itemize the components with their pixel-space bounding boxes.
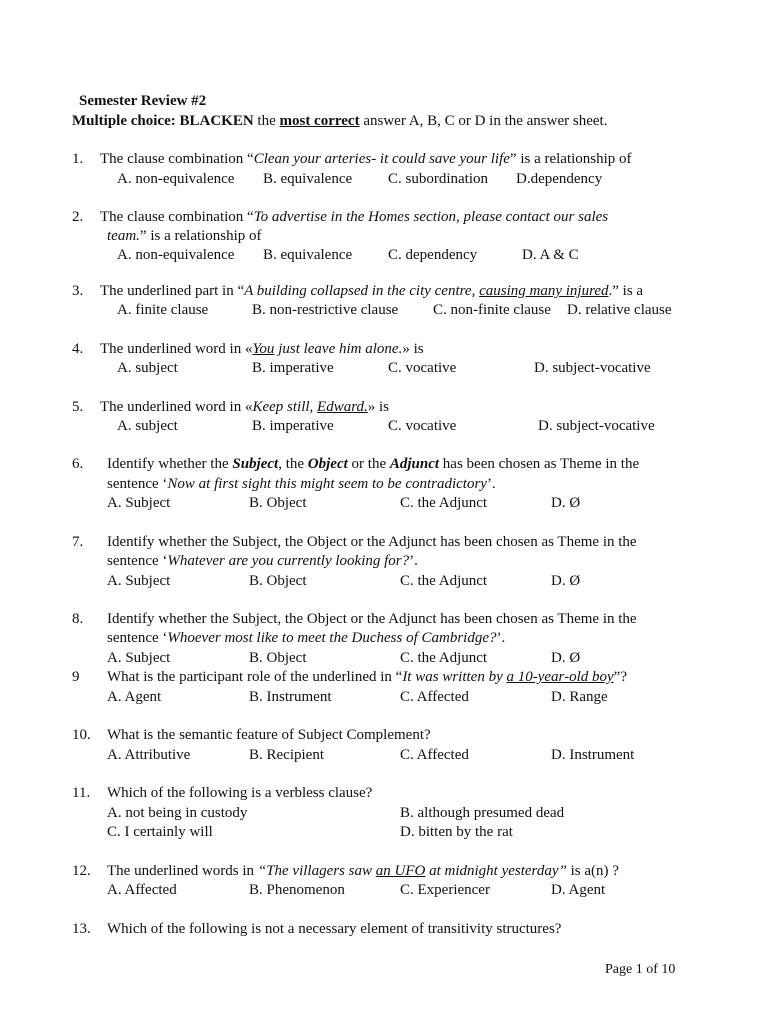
answer-option: C. vocative	[388, 418, 457, 434]
answer-option: A. finite clause	[117, 302, 209, 318]
question-text-part: » is	[367, 399, 390, 415]
answer-option: A. not being in custody	[107, 805, 248, 821]
answer-option: C. non-finite clause	[433, 302, 551, 318]
keyword-adjunct: Adjunct	[389, 456, 440, 472]
question-text-part: The clause combination “	[100, 151, 254, 167]
underlined-words: an UFO	[375, 863, 426, 879]
question-number: 10.	[72, 727, 91, 743]
question-quote: just leave him alone.	[274, 341, 403, 357]
question-text-continued	[107, 227, 262, 246]
question-quote: Keep still,	[252, 399, 318, 415]
underlined-word: You	[252, 341, 275, 357]
answer-option: C. Affected	[400, 689, 469, 705]
answer-option: A. non-equivalence	[117, 171, 235, 187]
question-quote: Clean your arteries- it could save your life	[253, 151, 510, 167]
answer-option: A. Subject	[107, 573, 171, 589]
answer-option: C. the Adjunct	[400, 650, 488, 666]
instructions-the: the	[253, 113, 280, 129]
question-text-part: sentence ‘	[107, 630, 168, 646]
question-text-part: ’.	[486, 476, 496, 492]
answer-option: D. Instrument	[551, 747, 635, 763]
instructions-rest: answer A, B, C or D in the answer sheet.	[359, 113, 608, 129]
underlined-part: a 10-year-old boy	[506, 669, 614, 685]
answer-option: D.dependency	[516, 171, 603, 187]
question-quote: at midnight yesterday”	[425, 863, 567, 879]
answer-option: D. A & C	[522, 247, 579, 263]
answer-option: C. dependency	[388, 247, 478, 263]
answer-option: A. Attributive	[107, 747, 191, 763]
question-text-part: ” is a relationship of	[509, 151, 632, 167]
answer-option: B. equivalence	[263, 247, 353, 263]
question-text: Which of the following is not a necessary element of transitivity structures?	[107, 921, 562, 937]
keyword-subject: Subject	[232, 456, 279, 472]
instructions-label: Multiple choice: BLACKEN	[72, 113, 254, 129]
question-text	[100, 208, 608, 227]
answer-option: C. Affected	[400, 747, 469, 763]
question-text	[100, 282, 643, 301]
question-text-part: The underlined word in «	[100, 399, 253, 415]
question-text	[107, 862, 619, 881]
question-quote: team.	[107, 228, 140, 244]
answer-option: D. bitten by the rat	[400, 824, 513, 840]
answer-option: C. subordination	[388, 171, 488, 187]
answer-option: D. Ø	[551, 495, 581, 511]
question-text-part: .” is a	[608, 283, 644, 299]
answer-option: B. imperative	[252, 418, 334, 434]
question-number: 12.	[72, 863, 91, 879]
instructions	[72, 112, 607, 131]
answer-option: B. Object	[249, 495, 307, 511]
question-text-part: sentence ‘	[107, 476, 168, 492]
question-text-part: ”?	[613, 669, 627, 685]
question-number: 7.	[72, 534, 84, 550]
answer-option: A. Subject	[107, 495, 171, 511]
question-number: 2.	[72, 209, 84, 225]
question-text-part: is a(n) ?	[566, 863, 619, 879]
underlined-word: Edward.	[317, 399, 368, 415]
answer-option: B. Object	[249, 650, 307, 666]
answer-option: C. the Adjunct	[400, 573, 488, 589]
question-quote: It was written by	[402, 669, 507, 685]
keyword-object: Object	[307, 456, 348, 472]
question-number: 8.	[72, 611, 84, 627]
answer-option: B. imperative	[252, 360, 334, 376]
question-quote: Whatever are you currently looking for?	[167, 553, 410, 569]
question-number: 13.	[72, 921, 91, 937]
question-text-part: The underlined words in	[107, 863, 258, 879]
question-text-part: or the	[347, 456, 390, 472]
answer-option: D. Agent	[551, 882, 606, 898]
answer-option: B. although presumed dead	[400, 805, 565, 821]
question-number: 1.	[72, 151, 84, 167]
question-text-part: Identify whether the	[107, 456, 233, 472]
question-text-part: The clause combination “	[100, 209, 254, 225]
question-text-part: The underlined part in “	[100, 283, 245, 299]
question-text	[107, 668, 627, 687]
answer-option: C. Experiencer	[400, 882, 490, 898]
question-text-continued	[107, 552, 418, 571]
page-number: Page 1 of 10	[605, 962, 676, 977]
answer-option: A. Agent	[107, 689, 162, 705]
answer-option: B. equivalence	[263, 171, 353, 187]
question-number: 6.	[72, 456, 84, 472]
question-text-part: has been chosen as Theme in the	[439, 456, 640, 472]
answer-option: A. subject	[117, 418, 178, 434]
question-text-part: , the	[278, 456, 308, 472]
answer-option: D. relative clause	[567, 302, 672, 318]
question-text: Identify whether the Subject, the Object or the Adjunct has been chosen as Theme in the	[107, 611, 637, 627]
answer-option: B. Object	[249, 573, 307, 589]
question-text-continued	[107, 475, 496, 494]
question-text	[100, 150, 632, 169]
question-text-part: ” is a relationship of	[139, 228, 262, 244]
question-quote: Whoever most like to meet the Duchess of Cambridge?	[167, 630, 497, 646]
answer-option: A. Affected	[107, 882, 177, 898]
underlined-part: causing many injured	[479, 283, 609, 299]
question-quote: A building collapsed in the city centre,	[244, 283, 480, 299]
question-number: 5.	[72, 399, 84, 415]
question-quote: To advertise in the Homes section, please contact our sales	[253, 209, 609, 225]
answer-option: B. Instrument	[249, 689, 332, 705]
question-number: 4.	[72, 341, 84, 357]
answer-option: A. Subject	[107, 650, 171, 666]
review-title: Semester Review #2	[79, 93, 207, 109]
question-quote: “The villagers saw	[257, 863, 376, 879]
answer-option: C. the Adjunct	[400, 495, 488, 511]
answer-option: D. Ø	[551, 573, 581, 589]
question-text: Which of the following is a verbless clause?	[107, 785, 373, 801]
question-text: Identify whether the Subject, the Object or the Adjunct has been chosen as Theme in the	[107, 534, 637, 550]
answer-option: D. subject-vocative	[538, 418, 655, 434]
answer-option: C. vocative	[388, 360, 457, 376]
question-text: What is the semantic feature of Subject Complement?	[107, 727, 431, 743]
question-text	[107, 455, 639, 474]
question-text-part: The underlined word in «	[100, 341, 253, 357]
question-number: 11.	[72, 785, 91, 801]
instructions-emphasis: most correct	[279, 113, 360, 129]
answer-option: D. subject-vocative	[534, 360, 651, 376]
question-text-continued	[107, 629, 505, 648]
question-text-part: ’.	[496, 630, 506, 646]
answer-option: B. non-restrictive clause	[252, 302, 399, 318]
answer-option: D. Ø	[551, 650, 581, 666]
question-text-part: sentence ‘	[107, 553, 168, 569]
question-number: 3.	[72, 283, 84, 299]
answer-option: A. non-equivalence	[117, 247, 235, 263]
question-text	[100, 398, 389, 417]
question-text-part: ’.	[409, 553, 418, 569]
answer-option: B. Phenomenon	[249, 882, 345, 898]
question-text-part: » is	[402, 341, 424, 357]
answer-option: A. subject	[117, 360, 178, 376]
answer-option: B. Recipient	[249, 747, 324, 763]
question-number: 9	[72, 669, 80, 685]
answer-option: D. Range	[551, 689, 608, 705]
question-text-part: What is the participant role of the underlined in “	[107, 669, 403, 685]
answer-option: C. I certainly will	[107, 824, 213, 840]
question-text	[100, 340, 424, 359]
question-quote: Now at first sight this might seem to be contradictory	[167, 476, 487, 492]
